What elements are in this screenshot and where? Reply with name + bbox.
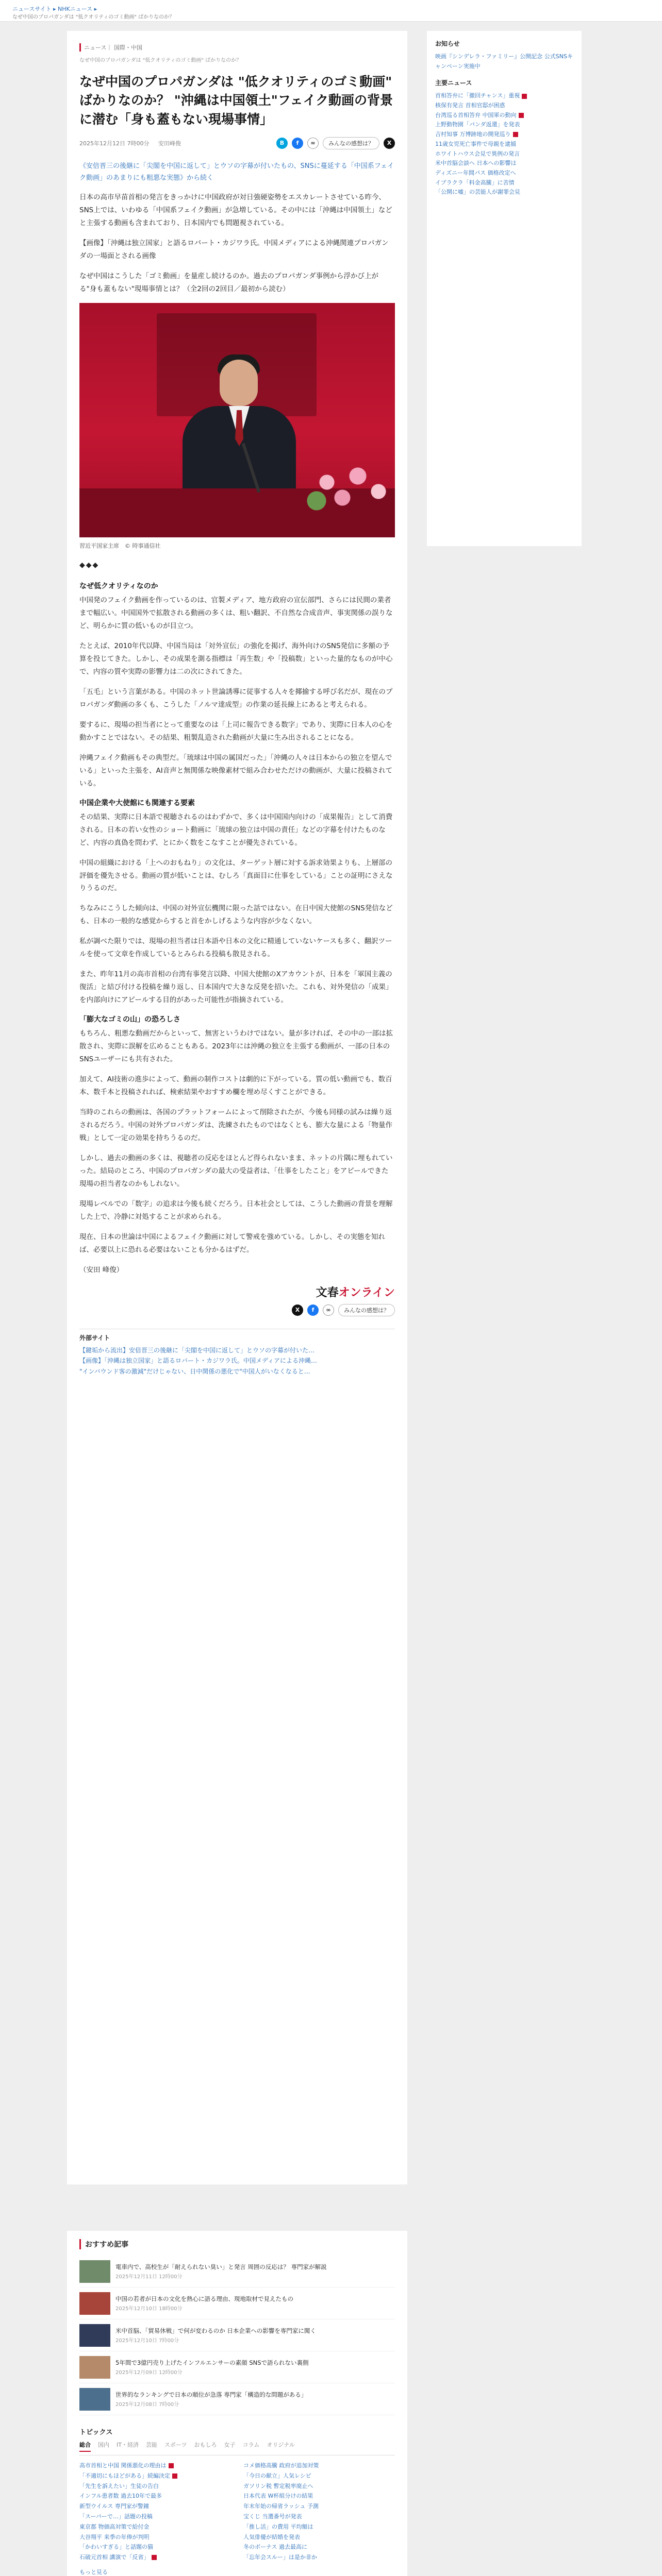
body-paragraph: ちなみにこうした傾向は、中国の対外宣伝機関に限った話ではない。在日中国大使館のSNS発信なども、日本の一般的な感覚からすると首をかしげるような内容が少なくない。 (79, 904, 393, 926)
recommend-item[interactable] (79, 2256, 395, 2287)
topics-right-column (243, 2461, 395, 2563)
recommend-date: 2025年12月09日 12時00分 (115, 2369, 183, 2376)
facebook-icon[interactable]: f (292, 138, 303, 149)
body-paragraph: 当時のこれらの動画は、各国のプラットフォームによって削除されたが、今後も同様の試みは繰り返されるだろう。中国の対外プロパガンダは、洗練されたものではなくとも、膨大な量による「物量作戦」として一定の効果を持ちうるのだ。 (79, 1108, 392, 1142)
topic-item-label: 年末年始の帰省ラッシュ 予測 (243, 2503, 319, 2510)
topic-item[interactable] (243, 2501, 395, 2512)
brand-logo[interactable] (79, 1284, 395, 1300)
recommend-date: 2025年12月11日 12時00分 (115, 2274, 183, 2280)
topic-item[interactable] (79, 2461, 231, 2471)
news-item[interactable] (435, 101, 573, 111)
recommend-title: おすすめ記事 (79, 2239, 395, 2249)
topic-item-label: 日本代表 W杯組分けの結果 (243, 2493, 313, 2500)
recommend-date: 2025年12月10日 18時00分 (115, 2306, 183, 2312)
topics-left-column (79, 2461, 231, 2563)
notice-item[interactable] (435, 52, 573, 71)
topic-item-label: 「忘年会スルー」は是か非か (243, 2554, 317, 2561)
body-paragraph: もちろん、粗悪な動画だからといって、無害というわけではない。量が多ければ、その中の一部は拡散され、実際に誤解を広めることもある。2023年には沖縄の独立を主張する動画が、一部の日本のSNSユーザーにも共有された。 (79, 1029, 393, 1064)
section-divider: ◆◆◆ (79, 561, 100, 570)
recommend-list (79, 2256, 395, 2415)
topic-item[interactable] (243, 2512, 395, 2522)
share-bar-bottom (79, 1304, 395, 1316)
top-bar (0, 0, 662, 22)
topic-item-label: 「不適切にもほどがある」続編決定 (79, 2472, 170, 2479)
topic-item-label: 「先生を訴えたい」生徒の告白 (79, 2482, 159, 2489)
news-item[interactable] (435, 188, 573, 197)
recommend-thumbnail (79, 2292, 110, 2315)
topic-tab[interactable]: スポーツ (164, 2442, 187, 2448)
external-link[interactable]: 【画像】「沖縄は独立国家」と語るロバート・カジワラ氏。中国メディアによる沖縄… (79, 1357, 318, 1365)
news-item[interactable] (435, 120, 573, 130)
photo-flowers (296, 457, 395, 519)
intro-paragraph: なぜ中国はこうした「ゴミ動画」を量産し続けるのか。過去のプロパガンダ事例から浮かび上がる"身も蓋もない"現場事情とは？（全2回の2回目／最初から読む） (79, 272, 378, 294)
topic-item-label: ガソリン税 暫定税率廃止へ (243, 2482, 313, 2489)
topic-item-label: 「かわいすぎる」と話題の猫 (79, 2544, 153, 2551)
topic-tabs (79, 2441, 395, 2455)
recommend-thumbnail (79, 2260, 110, 2283)
link-icon[interactable]: ∞ (307, 138, 319, 149)
topic-item[interactable] (243, 2491, 395, 2501)
recommend-headline: 米中首脳、「貿易休戦」で何が変わるのか 日本企業への影響を専門家に聞く (115, 2327, 316, 2335)
topic-item[interactable] (243, 2542, 395, 2552)
topic-tab[interactable]: オリジナル (267, 2442, 295, 2448)
topic-tab[interactable]: おもしろ (194, 2442, 217, 2448)
topics-title: トピックス (79, 2429, 113, 2436)
breadcrumb: なぜ中国のプロパガンダは "低クオリティのゴミ動画" ばかりなのか？ (79, 58, 242, 63)
image-link[interactable]: 【画像】「沖縄は独立国家」と語るロバート・カジワラ氏。中国メディアによる沖縄関連プロパガンダの一場面とされる画像 (79, 239, 389, 261)
publish-date: 2025年12月12日 7時00分 (79, 140, 150, 147)
topic-item-label: 東京都 物価高対策で給付金 (79, 2523, 150, 2530)
external-link[interactable]: 【鍵垢から流出】安倍晋三の後継に「尖閣を中国に返して」とウソの字幕が付いた… (79, 1346, 315, 1354)
news-item-label: イプラクラ「料金高騰」に苦情 (435, 179, 515, 186)
topic-item-label: 新型ウイルス 専門家が警鐘 (79, 2503, 149, 2510)
topic-tab[interactable]: IT・経済 (117, 2442, 139, 2448)
recommend-thumbnail (79, 2388, 110, 2411)
link-icon[interactable]: ∞ (323, 1304, 334, 1316)
topic-item[interactable] (243, 2471, 395, 2481)
topic-item[interactable] (79, 2552, 231, 2563)
topic-tab[interactable]: コラム (242, 2442, 260, 2448)
body-paragraph: また、昨年11月の高市首相の台湾有事発言以降、中国大使館のXアカウントが、日本を「軍国主義の復活」と結び付ける投稿を繰り返し、日本国内で大きな反発を招いた。これも、対外発信の「成果」を内部向けにアピールする目的があった可能性が指摘されている。 (79, 970, 393, 1005)
lead-text[interactable]: 《安倍晋三の後継に「尖閣を中国に返して」とウソの字幕が付いたもの、SNSに蔓延する「中国系フェイク動画」のあまりにも粗悪な実態》から続く (79, 162, 394, 182)
recommend-item[interactable] (79, 2351, 395, 2383)
topic-tab[interactable]: 総合 (79, 2441, 91, 2452)
body-paragraph: 現場レベルでの「数字」の追求は今後も続くだろう。日本社会としては、こうした動画の背景を理解した上で、冷静に対処することが求められる。 (79, 1199, 393, 1221)
news-item-label: 台湾巡る首相答弁 中国軍の動向 (435, 111, 517, 118)
recommend-headline: 中国の若者が日本の文化を熱心に語る理由、現地取材で見えたもの (115, 2295, 293, 2303)
topic-item[interactable] (243, 2532, 395, 2543)
body-paragraph: 加えて、AI技術の進歩によって、動画の制作コストは劇的に下がっている。質の低い動画でも、数百本、数千本と投稿されれば、検索結果やおすすめ欄を埋め尽くすことができる。 (79, 1075, 392, 1097)
topic-item-label: 石破元首相 講演で「反省」 (79, 2554, 150, 2561)
news-item-label: 首相答弁に「撤回チャンス」重視 (435, 92, 520, 99)
brand-main: 文春 (316, 1286, 339, 1299)
news-title: 主要ニュース (435, 79, 472, 87)
topics-grid (79, 2461, 395, 2563)
article-photo (79, 303, 395, 537)
brand-sub: オンライン (338, 1286, 395, 1299)
x-icon[interactable]: X (292, 1304, 303, 1316)
topic-item[interactable] (79, 2542, 231, 2552)
topic-item-label: 「今日の献立」人気レシピ (243, 2472, 311, 2479)
recommend-section (67, 2231, 407, 2576)
topic-tab[interactable]: 国内 (98, 2442, 109, 2448)
news-item-label: 上野動物園「パンダ返還」を発表 (435, 121, 520, 128)
intro-paragraph: 日本の高市早苗首相の発言をきっかけに中国政府が対日強硬姿勢をエスカレートさせている昨今、SNS上では、いわゆる「中国系フェイク動画」が急増している。その中には「沖縄は中国領土」などと主張する動画も含まれており、日本国内でも問題視されている。 (79, 193, 392, 228)
news-item-label: 11歳女児死亡事件で母親を逮捕 (435, 140, 516, 147)
body-paragraph: しかし、過去の動画の多くは、視聴者の反応をほとんど得られないまま、ネットの片隅に埋もれていった。結局のところ、中国のプロパガンダの最大の受益者は、「仕事をしたこと」をアピールできた現場の担当者なのかもしれない。 (79, 1154, 393, 1188)
body-paragraph: 沖縄フェイク動画もその典型だ。「琉球は中国の属国だった」「沖縄の人々は日本からの独立を望んでいる」といった主張を、AI音声と無関係な映像素材で組み合わせただけの動画が、大量に投稿されている。 (79, 753, 393, 788)
facebook-icon[interactable]: f (307, 1304, 319, 1316)
external-sites-title: 外部サイト (79, 1329, 395, 1342)
body-paragraph: 中国の組織における「上へのおもねり」の文化は、ターゲット層に対する訴求効果よりも、上層部の評価を優先させる。動画の質が低いことは、むしろ「真面目に仕事をしている」ことの証明にさえなりうるのだ。 (79, 858, 393, 893)
recommend-text-box (115, 2263, 327, 2279)
topic-item[interactable] (79, 2471, 231, 2481)
body-paragraph: 私が調べた限りでは、現場の担当者は日本語や日本の文化に精通していないケースも多く、翻訳ツールを使って文章を作成しているとみられる投稿も散見される。 (79, 937, 392, 959)
topic-item-label: 高市首相と中国 関係悪化の理由は (79, 2462, 167, 2469)
topic-item[interactable] (243, 2522, 395, 2532)
section-heading: 「膨大なゴミの山」の恐ろしさ (79, 1015, 180, 1024)
recommend-item[interactable] (79, 2287, 395, 2319)
recommend-item[interactable] (79, 2383, 395, 2415)
recommend-text-box (115, 2327, 316, 2343)
sidebar (427, 31, 582, 546)
topic-item-label: コメ価格高騰 政府が追加対策 (243, 2462, 319, 2469)
topic-item[interactable] (79, 2491, 231, 2501)
share-bar (276, 137, 395, 149)
section-heading: 中国企業や大使館にも関連する要素 (79, 799, 195, 807)
topic-item-label: インフル患者数 過去10年で最多 (79, 2493, 162, 2500)
recommend-thumbnail (79, 2324, 110, 2347)
topic-item[interactable] (79, 2512, 231, 2522)
article-title: なぜ中国のプロパガンダは "低クオリティのゴミ動画" ばかりなのか？ "沖縄は中国領土"フェイク動画の背景に潜む「身も蓋もない現場事情」 (79, 74, 393, 127)
news-item[interactable] (435, 91, 573, 101)
topic-tab[interactable]: 女子 (224, 2442, 236, 2448)
body-paragraph: 中国発のフェイク動画を作っているのは、官製メディア、地方政府の宣伝部門、さらには民間の業者まで幅広い。中国国外で拡散される動画の多くは、粗い翻訳、不自然な合成音声、事実関係の誤りなど、明らかに質の低いものが目立つ。 (79, 596, 393, 630)
news-list (435, 91, 573, 197)
section-heading: なぜ低クオリティなのか (79, 582, 158, 591)
body-paragraph: その結果、実際に日本語で視聴されるのはわずかで、多くは中国国内向けの「成果報告」として消費される。日本の若い女性のショート動画に「琉球の独立は中国の責任」などの字幕を付けたものなど、内容の真偽を問わず、とにかく数をこなすことが優先されている。 (79, 812, 393, 847)
author-note: （安田 峰俊） (79, 1265, 124, 1274)
recommend-text-box (115, 2359, 309, 2375)
new-badge-icon (152, 2555, 157, 2560)
news-item-label: 「公開に嘘」の芸能人が謝罪会見 (435, 189, 520, 196)
topic-item-label: 人気俳優が結婚を発表 (243, 2533, 300, 2540)
news-item[interactable] (435, 140, 573, 149)
topic-item[interactable] (79, 2501, 231, 2512)
article-meta (79, 137, 395, 149)
recommend-headline: 世界的なランキングで日本の順位が急落 専門家「構造的な問題がある」 (115, 2391, 307, 2399)
notice-item-label: 映画『シンデレラ・ファミリー』公開記念 公式SNSキャンペーン実施中 (435, 53, 573, 70)
new-badge-icon (169, 2463, 174, 2468)
body-paragraph: 現在、日本の世論は中国によるフェイク動画に対して警戒を強めている。しかし、その実態を知れば、必要以上に恐れる必要はないことも分かるはずだ。 (79, 1232, 386, 1254)
news-item-label: ホワイトハウス会見で異例の発言 (435, 150, 520, 157)
recommend-date: 2025年12月10日 7時00分 (115, 2337, 179, 2344)
topic-item-label: 「推し活」の費用 平均額は (243, 2523, 313, 2530)
news-item-label: 吉村知事 万博跡地の開発巡り (435, 131, 511, 138)
body-paragraph: 要するに、現場の担当者にとって重要なのは「上司に報告できる数字」であり、実際に日本人の心を動かすことではない。その結果、粗製乱造された動画が大量に生み出されることになる。 (79, 720, 393, 742)
topic-item[interactable] (79, 2532, 231, 2543)
topic-item[interactable] (79, 2522, 231, 2532)
x-icon[interactable]: X (384, 138, 395, 149)
photo-figure-head (220, 360, 258, 406)
topic-item-label: 「スーパーで…」話題の投稿 (79, 2513, 153, 2520)
external-link[interactable]: "インバウンド客の激減"だけじゃない、日中関係の悪化で"中国人がいなくなると… (79, 1367, 310, 1375)
topic-tab[interactable]: 芸能 (145, 2442, 157, 2448)
bookmark-icon[interactable]: B (276, 138, 288, 149)
topic-item-label: 大谷翔平 来季の年俸が判明 (79, 2533, 150, 2540)
topic-item-label: 冬のボーナス 過去最高に (243, 2544, 308, 2551)
top-breadcrumb[interactable]: ニュースサイト ▸ NHKニュース ▸ (12, 6, 97, 12)
recommend-text-box (115, 2391, 307, 2407)
news-item[interactable] (435, 111, 573, 121)
recommend-headline: 5年間で3億円売り上げたインフルエンサーの素顔 SNSで語られない裏側 (115, 2359, 309, 2367)
author-name[interactable]: 安田峰俊 (158, 140, 181, 147)
body-paragraph: たとえば、2010年代以降、中国当局は「対外宣伝」の強化を掲げ、海外向けのSNS発信に多額の予算を投じてきた。しかし、その成果を測る指標は「再生数」や「投稿数」といった量的なものが中心で、内容の質や実際の影響力は二の次にされてきた。 (79, 641, 393, 676)
news-item[interactable] (435, 149, 573, 159)
news-item[interactable] (435, 159, 573, 168)
topic-item[interactable] (79, 2481, 231, 2492)
reaction-button[interactable]: みんなの感想は？ (323, 137, 379, 149)
reaction-button[interactable]: みんなの感想は？ (338, 1304, 395, 1316)
topic-item-label: 宝くじ 当選番号が発表 (243, 2513, 302, 2520)
recommend-text-box (115, 2295, 293, 2311)
top-subtitle: なぜ中国のプロパガンダは "低クオリティのゴミ動画" ばかりなのか？ (12, 14, 175, 20)
news-item[interactable] (435, 178, 573, 188)
new-badge-icon (522, 94, 527, 99)
new-badge-icon (513, 132, 518, 137)
news-item-label: ディズニー年間パス 価格改定へ (435, 169, 516, 176)
news-item-label: 米中首脳会談へ 日本への影響は (435, 160, 517, 167)
recommend-date: 2025年12月08日 7時00分 (115, 2401, 179, 2408)
body-paragraph: 「五毛」という言葉がある。中国のネット世論誘導に従事する人々を揶揄する呼び名だが、現在のプロパガンダ動画の多くも、こうした「ノルマ達成型」の作業の延長線上にあると考えられる。 (79, 687, 393, 709)
news-item[interactable] (435, 130, 573, 140)
topic-item[interactable] (243, 2461, 395, 2471)
news-item[interactable] (435, 168, 573, 178)
article-main (67, 31, 407, 2184)
topic-item[interactable] (243, 2552, 395, 2563)
notice-title: お知らせ (435, 40, 460, 47)
topic-item[interactable] (243, 2481, 395, 2492)
photo-caption: 習近平国家主席 © 時事通信社 (79, 543, 161, 550)
new-badge-icon (172, 2473, 177, 2479)
recommend-thumbnail (79, 2356, 110, 2379)
news-item-label: 核保有発言 首相官邸が困惑 (435, 102, 505, 109)
series-tag[interactable]: ニュース｜ 国際・中国 (79, 43, 395, 52)
recommend-headline: 電車内で、高校生が「耐えられない臭い」と発言 周囲の反応は？ 専門家が解説 (115, 2263, 327, 2271)
more-link[interactable]: もっと見る (79, 2568, 108, 2575)
recommend-item[interactable] (79, 2319, 395, 2351)
new-badge-icon (519, 113, 524, 118)
